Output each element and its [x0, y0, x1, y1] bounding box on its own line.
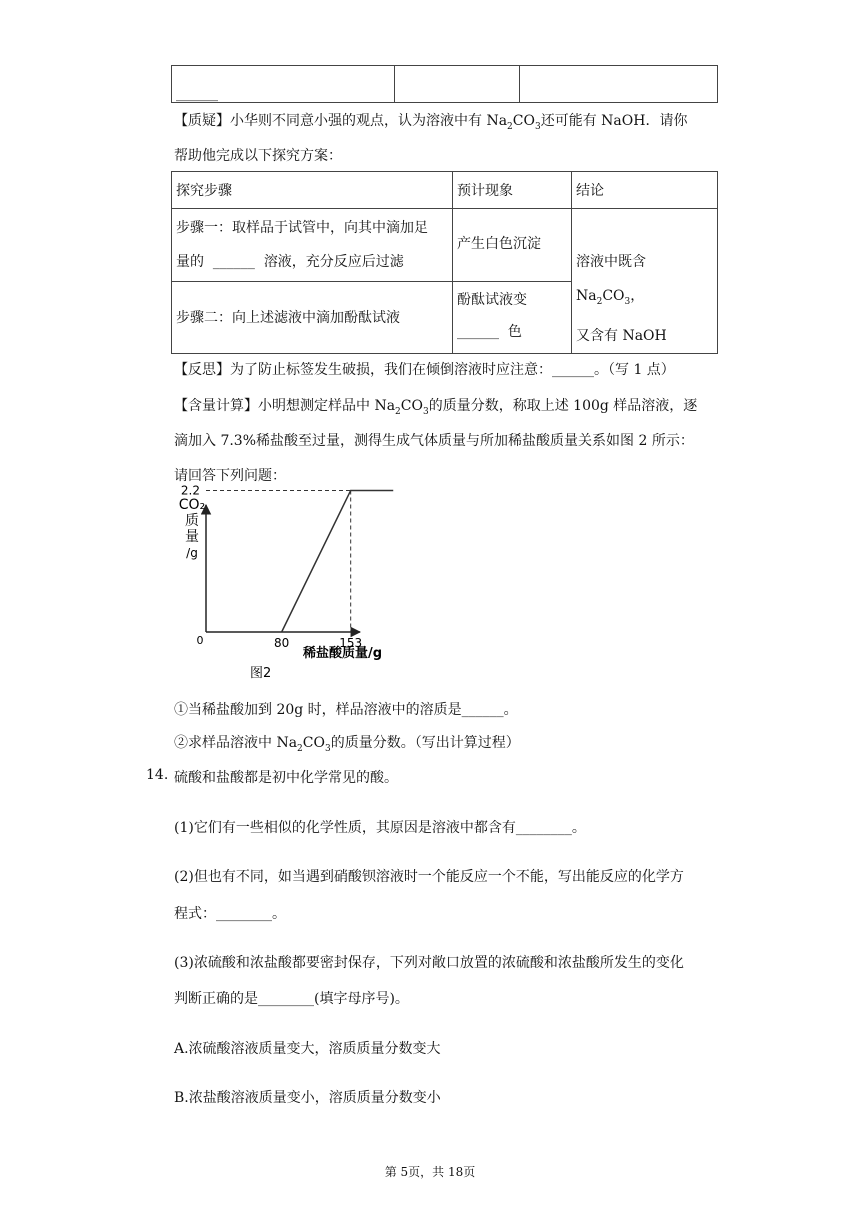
y-tick-label: 2.2	[180, 483, 200, 498]
top-table	[171, 65, 718, 103]
header-phenomenon: 预计现象	[453, 172, 572, 209]
step-one-phenomenon: 产生白色沉淀	[453, 209, 572, 282]
page-footer: 第 5页，共 18页	[384, 1165, 476, 1179]
header-step: 探究步骤	[172, 172, 453, 209]
x-axis-label: 稀盐酸质量/g	[303, 646, 383, 661]
part-2-line-2: 程式：________。	[174, 906, 286, 922]
figure-caption: 图2	[250, 666, 272, 681]
top-table-cell	[520, 66, 718, 103]
part-2-line-1: (2)但也有不同，如当遇到硝酸钡溶液时一个能反应一个不能，写出能反应的化学方	[174, 869, 684, 885]
y-axis-label-line: 质	[185, 513, 199, 529]
calc-line-2: 滴加入 7.3%稀盐酸至过量，测得生成气体质量与所加稀盐酸质量关系如图 2 所示：	[174, 433, 694, 449]
y-axis-label-line: /g	[186, 546, 198, 560]
option-a: A.浓硫酸溶液质量变大，溶质质量分数变大	[174, 1041, 441, 1057]
top-table-cell	[395, 66, 520, 103]
reflect-line: 【反思】为了防止标签发生破损，我们在倾倒溶液时应注意：______。（写 1 点）	[174, 362, 675, 378]
step-two-cell: 步骤二：向上述滤液中滴加酚酞试液	[172, 281, 453, 353]
calc-line-1: 【含量计算】小明想测定样品中 $Na_2CO_3$的质量分数，称取上述 100g 样品溶液，逐	[174, 398, 698, 417]
sub-question-1: ①当稀盐酸加到 20g 时，样品溶液中的溶质是______。	[174, 702, 518, 718]
option-b: B.浓盐酸溶液质量变小，溶质质量分数变小	[174, 1090, 441, 1106]
part-3-line-1: (3)浓硫酸和浓盐酸都要密封保存，下列对敞口放置的浓硫酸和浓盐酸所发生的变化	[174, 955, 684, 971]
y-axis-label-line: CO₂	[178, 497, 206, 513]
top-table-cell: ______	[172, 66, 395, 103]
co2-chart	[170, 483, 400, 685]
question-line-1: 【质疑】小华则不同意小强的观点，认为溶液中有 $Na_2CO_3$还可能有 NaOH．请你	[174, 113, 688, 132]
problem-number: 14.	[146, 767, 169, 783]
step-two-phenomenon: 酚酞试液变 ______ 色	[453, 281, 572, 353]
origin-label: 0	[196, 634, 204, 647]
x-tick-label: 153	[339, 636, 363, 650]
part-1: (1)它们有一些相似的化学性质，其原因是溶液中都含有________。	[174, 820, 586, 836]
y-axis-label	[179, 497, 205, 560]
calc-line-3: 请回答下列问题：	[174, 468, 286, 484]
y-axis-label-line: 量	[185, 529, 199, 545]
series-line	[282, 490, 394, 632]
question-line-2: 帮助他完成以下探究方案：	[174, 148, 342, 164]
part-3-line-2: 判断正确的是________(填字母序号)。	[174, 991, 409, 1007]
header-conclusion: 结论	[572, 172, 718, 209]
sub-question-2: ②求样品溶液中 $Na_2CO_3$的质量分数。（写出计算过程）	[174, 735, 520, 754]
conclusion-cell: 溶液中既含 $Na_2CO_3$， 又含有 NaOH	[572, 209, 718, 354]
problem-stem: 硫酸和盐酸都是初中化学常见的酸。	[174, 770, 398, 786]
x-tick-label: 80	[274, 636, 290, 650]
step-one-cell: 步骤一：取样品于试管中，向其中滴加足 量的 ______ 溶液，充分反应后过滤	[172, 209, 453, 282]
explore-table	[171, 171, 718, 354]
